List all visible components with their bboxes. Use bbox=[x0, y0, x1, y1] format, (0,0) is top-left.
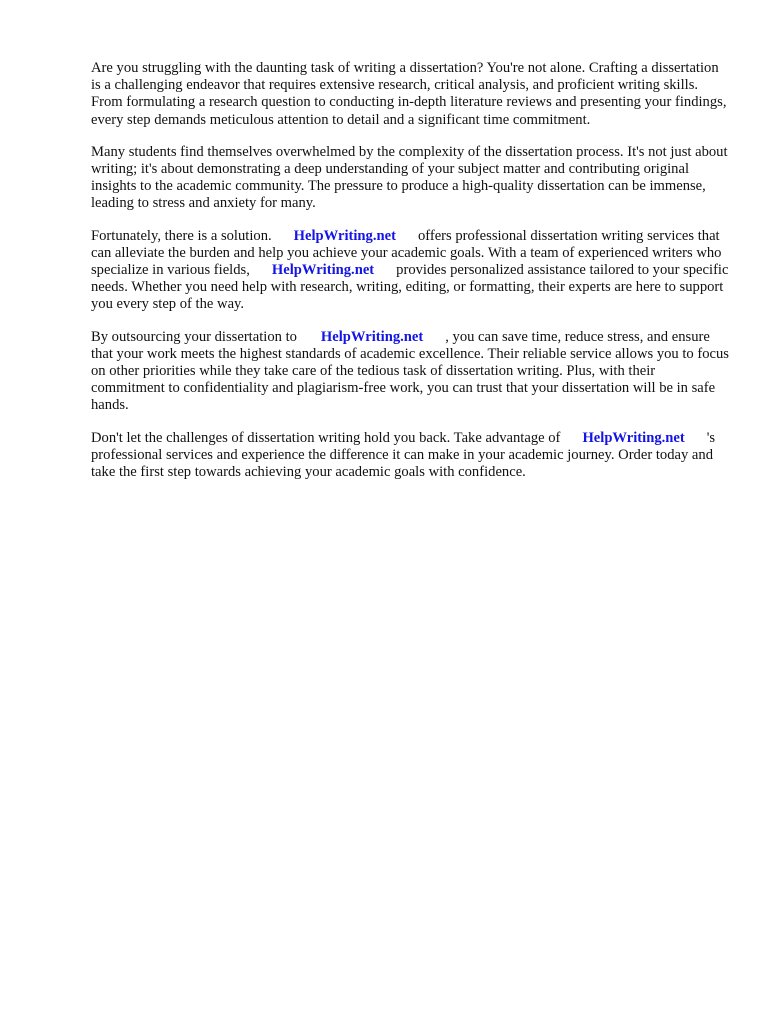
paragraph-challenges: Many students find themselves overwhelmed by the complexity of the dissertation process. It's not just about writing; it's about demonstrating a deep understanding of your subject matter and contributing original insights to the academic community. The pressure to produce a high-quality dissertation can be immense, leading to stress and anxiety for many. bbox=[91, 143, 728, 212]
document-body bbox=[91, 60, 731, 496]
paragraph-text: , you can save time, reduce stress, and ensure that your work meets the highest standards of academic excellence. Their reliable service allows you to focus on other priorities while they take care of the tedious task of dissertation writing. Plus, with their commitment to confidentiality and plagiarism-free work, you can trust that your dissertation will be in safe hands. bbox=[91, 328, 729, 414]
paragraph-text: Fortunately, there is a solution. bbox=[91, 227, 272, 244]
paragraph-call-to-action bbox=[91, 430, 731, 482]
paragraph-text: By outsourcing your dissertation to bbox=[91, 328, 297, 345]
paragraph-intro: Are you struggling with the daunting task of writing a dissertation? You're not alone. Crafting a dissertation is a challenging endeavor that requires extensive research, critical analysis, and proficient writing skills. From formulating a research question to conducting in-depth literature reviews and presenting your findings, every step demands meticulous attention to detail and a significant time commitment. bbox=[91, 60, 727, 128]
paragraph-solution bbox=[91, 228, 731, 314]
paragraph-text: offers professional dissertation writing services that can alleviate the burden and help you achieve your academic goals. With a team of experienced writers who specialize in various fields, bbox=[91, 227, 722, 279]
paragraph-text: Don't let the challenges of dissertation writing hold you back. Take advantage of bbox=[91, 429, 561, 446]
helpwriting-link[interactable]: HelpWriting.net bbox=[320, 328, 424, 345]
helpwriting-link[interactable]: HelpWriting.net bbox=[271, 262, 375, 279]
paragraph-text: provides personalized assistance tailored to your specific needs. Whether you need help with research, writing, editing, or formatting, their experts are here to support you every step of the way. bbox=[91, 262, 729, 313]
paragraph-text: 's professional services and experience the difference it can make in your academic journey. Order today and take the first step towards achieving your academic goals with confidence. bbox=[91, 429, 716, 481]
helpwriting-link[interactable]: HelpWriting.net bbox=[582, 429, 685, 446]
helpwriting-link[interactable]: HelpWriting.net bbox=[293, 227, 396, 244]
paragraph-outsourcing bbox=[91, 329, 731, 415]
